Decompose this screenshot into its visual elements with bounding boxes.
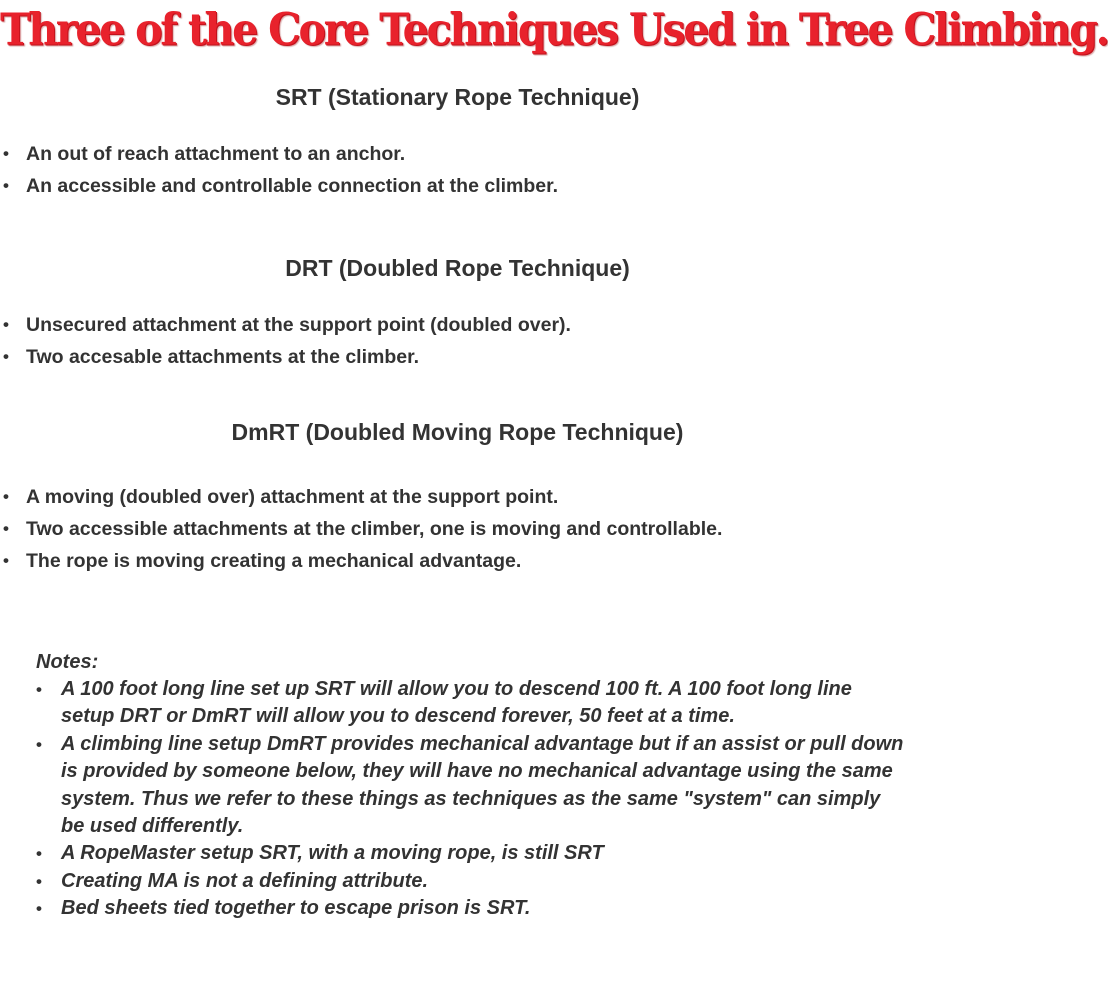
bullet-text: Unsecured attachment at the support point (doubled over). xyxy=(26,314,571,336)
bullet-icon: • xyxy=(36,871,42,891)
list-item xyxy=(36,731,906,841)
list-item xyxy=(0,513,722,545)
bullet-text: An accessible and controllable connection at the climber. xyxy=(26,175,559,197)
list-item xyxy=(36,840,906,867)
list-item xyxy=(0,481,722,513)
bullet-icon: • xyxy=(3,176,9,195)
list-item xyxy=(0,341,571,373)
bullet-icon: • xyxy=(3,347,9,366)
dmrt-bullet-list xyxy=(0,481,722,577)
notes-section xyxy=(36,648,906,923)
bullet-icon: • xyxy=(36,844,42,864)
list-item xyxy=(36,868,906,895)
note-text: A climbing line setup DmRT provides mechanical advantage but if an assist or pull down is provided by someone below, they will have no mechanical advantage using the same system. Thus we refer to these things as techniques as the same "system" can simply be used differently. xyxy=(61,732,904,838)
bullet-icon: • xyxy=(3,487,9,506)
page-title: Three of the Core Techniques Used in Tree Climbing. xyxy=(0,3,1108,56)
bullet-text: The rope is moving creating a mechanical advantage. xyxy=(26,550,522,572)
bullet-icon: • xyxy=(36,680,42,699)
notes-list xyxy=(36,676,906,923)
heading-srt: SRT (Stationary Rope Technique) xyxy=(275,84,640,110)
drt-bullet-list xyxy=(0,309,571,373)
list-item xyxy=(36,895,906,922)
bullet-icon: • xyxy=(3,551,9,570)
list-item xyxy=(0,170,558,202)
list-item xyxy=(36,676,906,731)
bullet-text: A moving (doubled over) attachment at the support point. xyxy=(26,486,559,508)
heading-dmrt: DmRT (Doubled Moving Rope Technique) xyxy=(231,419,684,445)
bullet-text: Two accesable attachments at the climber. xyxy=(26,346,420,368)
note-text: A RopeMaster setup SRT, with a moving rope, is still SRT xyxy=(61,842,604,865)
bullet-text: Two accessible attachments at the climber, one is moving and controllable. xyxy=(26,518,723,540)
note-text: Creating MA is not a defining attribute. xyxy=(61,869,429,892)
bullet-icon: • xyxy=(3,144,9,163)
bullet-text: An out of reach attachment to an anchor. xyxy=(26,143,406,165)
list-item xyxy=(0,545,722,577)
note-text: Bed sheets tied together to escape prison is SRT. xyxy=(61,897,531,920)
list-item xyxy=(0,309,571,341)
bullet-icon: • xyxy=(36,734,42,754)
bullet-icon: • xyxy=(36,899,42,919)
note-text: A 100 foot long line set up SRT will allow you to descend 100 ft. A 100 foot long line setup DRT or DmRT will allow you to descend forever, 50 feet at a time. xyxy=(61,678,852,728)
list-item xyxy=(0,138,558,170)
heading-drt: DRT (Doubled Rope Technique) xyxy=(285,255,630,281)
bullet-icon: • xyxy=(3,315,9,334)
bullet-icon: • xyxy=(3,519,9,538)
notes-label: Notes: xyxy=(36,651,99,673)
srt-bullet-list xyxy=(0,138,558,202)
